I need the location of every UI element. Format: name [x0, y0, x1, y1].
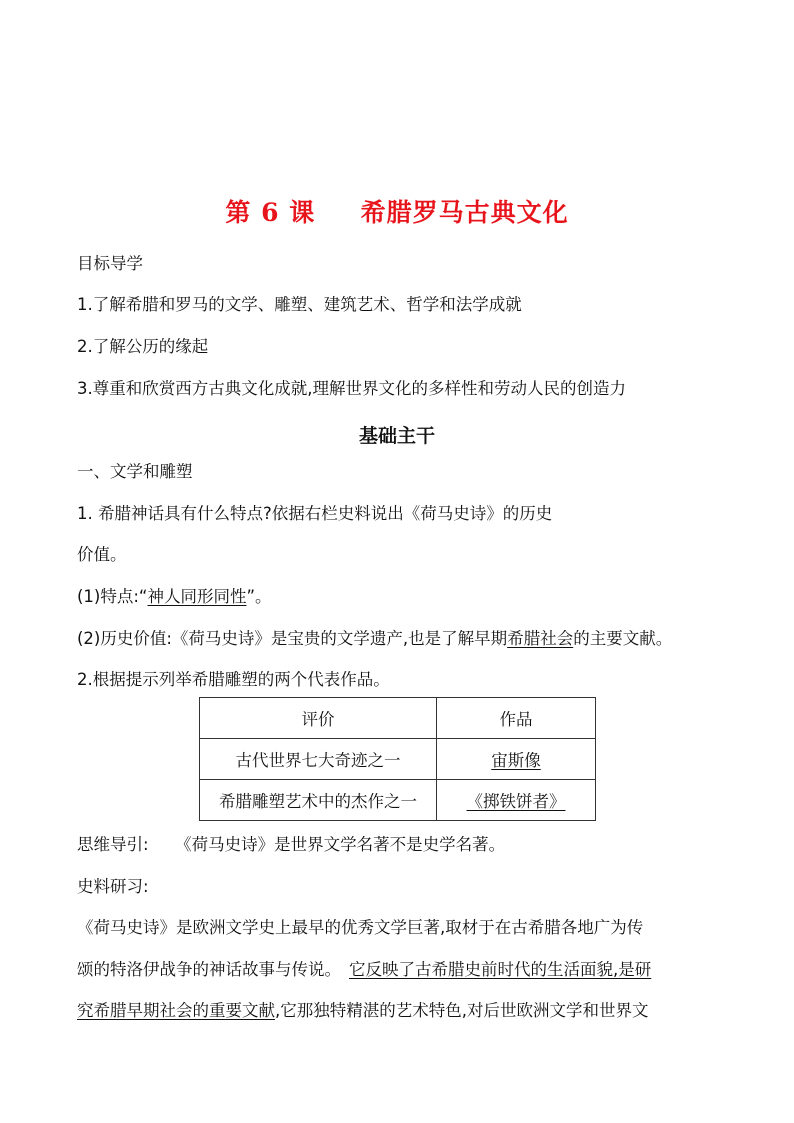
research-line-3: [77, 1000, 649, 1022]
table-row: [200, 739, 596, 780]
answer-2-prefix: (2)历史价值:《荷马史诗》是宝贵的文学遗产,也是了解早期: [77, 629, 508, 648]
research-line-2b: 它反映了古希腊史前时代的生活面貌,是研: [349, 960, 652, 979]
objective-item-2: 2.了解公历的缘起: [77, 337, 209, 356]
question-1-line1: 1. 希腊神话具有什么特点?依据右栏史料说出《荷马史诗》的历史: [77, 504, 553, 523]
research-label: 史料研习:: [77, 877, 149, 896]
lesson-title-prefix: 第: [225, 198, 252, 227]
section1-heading: 一、文学和雕塑: [77, 462, 193, 481]
table-header-row: [200, 698, 596, 739]
objectives-heading: 目标导学: [77, 254, 143, 273]
answer-1-prefix: (1)特点:“: [77, 587, 148, 606]
research-line-1: 《荷马史诗》是欧洲文学史上最早的优秀文学巨著,取材于在古希腊各地广为传: [77, 918, 644, 937]
sculpture-table: [199, 697, 596, 821]
section-title: 基础主干: [358, 425, 435, 447]
research-line-3a: 究希腊早期社会的重要文献: [77, 1001, 275, 1020]
table-cell-eval: 希腊雕塑艺术中的杰作之一: [200, 780, 437, 821]
answer-2: [77, 628, 672, 650]
answer-1: [77, 586, 272, 608]
table-cell-work: [437, 780, 596, 821]
answer-2-suffix: 的主要文献。: [573, 629, 673, 648]
answer-1-fill: 神人同形同性: [147, 587, 247, 606]
lesson-title-suffix: 课: [289, 198, 316, 227]
lesson-title: [0, 193, 794, 229]
thinking-guide-label: 思维导引:: [77, 835, 149, 854]
table-work-fill: 《掷铁饼者》: [466, 792, 566, 811]
table-header-work: 作品: [437, 698, 596, 739]
objective-item-3: 3.尊重和欣赏西方古典文化成就,理解世界文化的多样性和劳动人民的创造力: [77, 379, 626, 398]
answer-2-fill: 希腊社会: [507, 629, 574, 648]
research-line-3b: ,它那独特精湛的艺术特色,对后世欧洲文学和世界文: [275, 1001, 649, 1020]
research-line-2a: 颂的特洛伊战争的神话故事与传说。: [77, 960, 341, 979]
objective-item-1: 1.了解希腊和罗马的文学、雕塑、建筑艺术、哲学和法学成就: [77, 295, 522, 314]
table-work-fill: 宙斯像: [491, 751, 541, 770]
answer-1-suffix: ”。: [246, 587, 272, 606]
lesson-name: 希腊罗马古典文化: [360, 198, 569, 227]
table-cell-work: [437, 739, 596, 780]
table-row: [200, 780, 596, 821]
question-1-line2: 价值。: [77, 545, 127, 564]
research-line-2: [77, 959, 651, 981]
thinking-guide-text: 《荷马史诗》是世界文学名著不是史学名著。: [175, 835, 506, 854]
table-header-eval: 评价: [200, 698, 437, 739]
question-2: 2.根据提示列举希腊雕塑的两个代表作品。: [77, 670, 390, 689]
table-cell-eval: 古代世界七大奇迹之一: [200, 739, 437, 780]
lesson-number: 6: [261, 198, 280, 227]
thinking-guide: [77, 834, 505, 856]
